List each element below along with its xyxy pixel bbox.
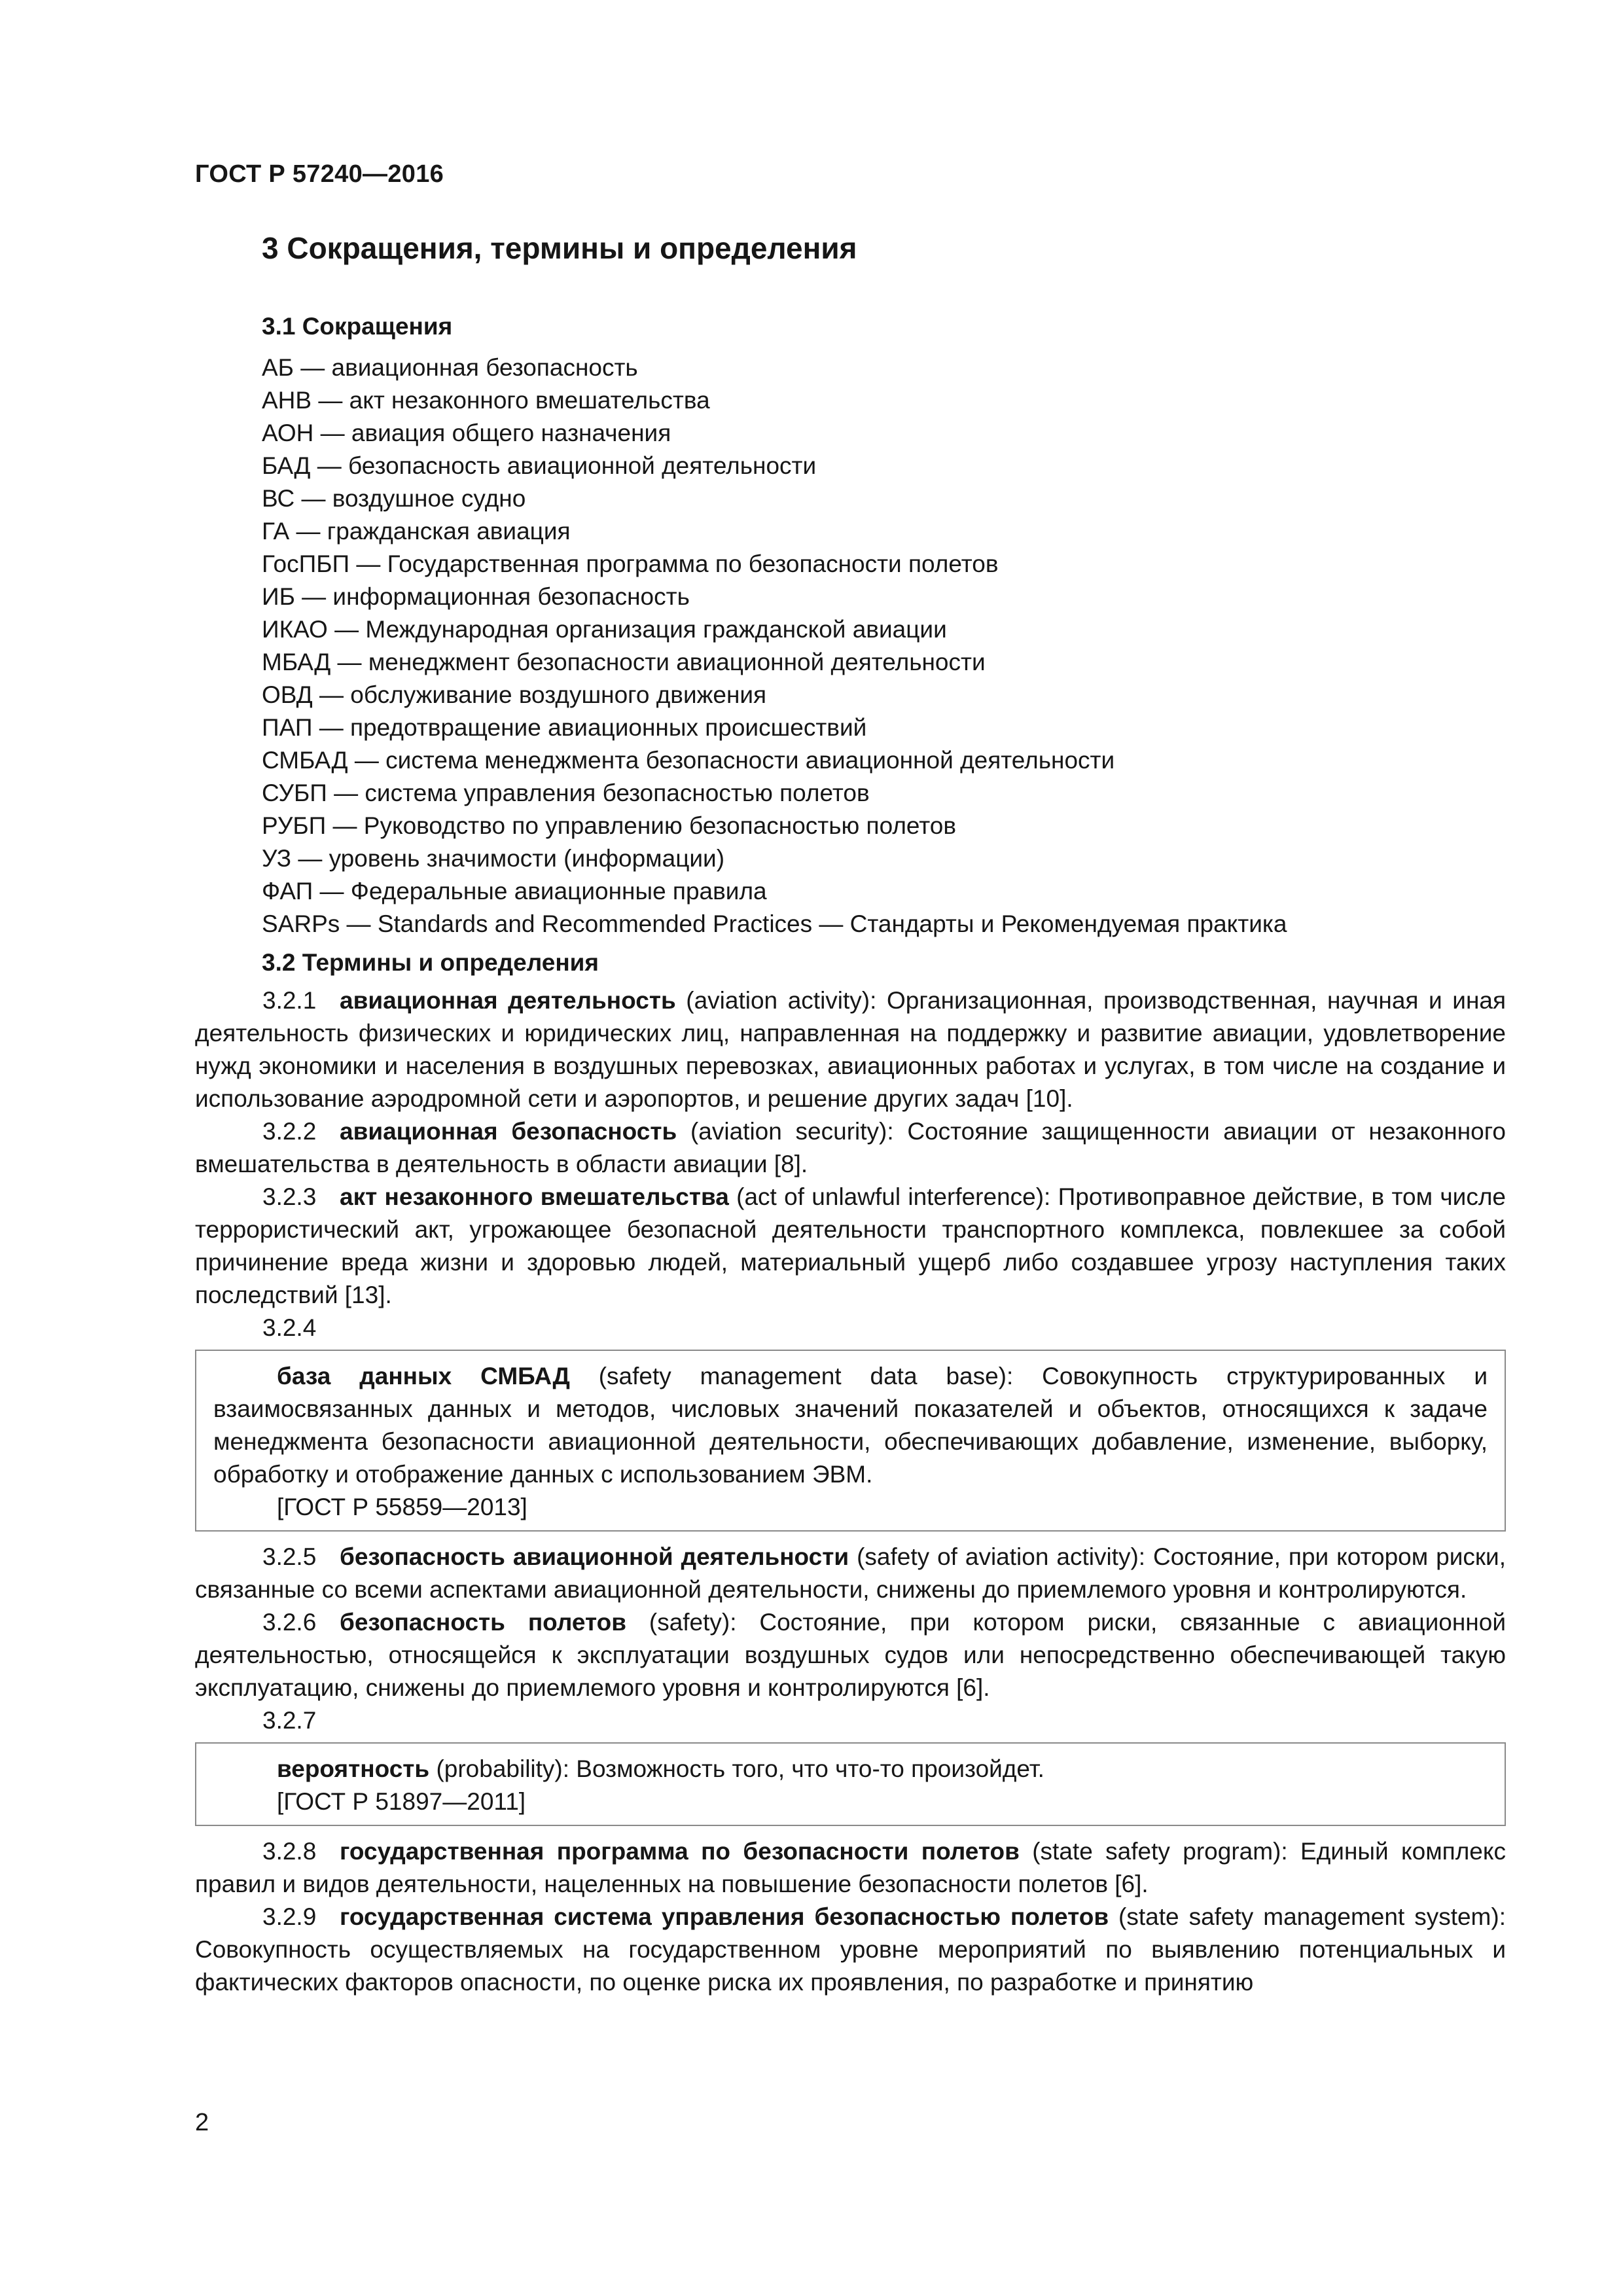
abbreviation-item: ИКАО — Международная организация гражданской авиации bbox=[262, 616, 947, 643]
term-name: безопасность полетов bbox=[340, 1609, 626, 1636]
term-name: акт незаконного вмешательства bbox=[340, 1183, 729, 1210]
term-definition: (state safety management system): Совокупность осуществляемых на государственном уровне мероприятий по выявлению потенциальных и фактических факторов опасности, по оценке риска их проявления, по разработке и принятию bbox=[195, 1903, 1506, 1996]
abbreviation-item: БАД — безопасность авиационной деятельности bbox=[262, 452, 817, 479]
term-definition: (safety management data base): Совокупность структурированных и взаимосвязанных данных и методов, числовых значений показателей и объектов, относящихся к задаче менеджмента безопасности авиационной деятельности, обеспечивающих добавление, изменение, выборку, обработку и отображение данных с использованием ЭВМ. bbox=[213, 1363, 1488, 1488]
abbreviation-item: АНВ — акт незаконного вмешательства bbox=[262, 387, 710, 414]
term-number: 3.2.1 bbox=[262, 987, 317, 1014]
term-name: безопасность авиационной деятельности bbox=[340, 1543, 849, 1570]
term-number: 3.2.3 bbox=[262, 1183, 317, 1210]
term-3-2-3 bbox=[195, 1181, 1506, 1312]
term-definition: (safety of aviation activity): Состояние, при котором риски, связанные со всеми аспектами авиационной деятельности, снижены до приемлемого уровня и контролируются. bbox=[195, 1543, 1506, 1603]
term-name: авиационная деятельность bbox=[340, 987, 676, 1014]
term-name: вероятность bbox=[277, 1755, 430, 1782]
term-number: 3.2.2 bbox=[262, 1118, 317, 1145]
abbreviation-item: SARPs — Standards and Recommended Practices — Стандарты и Рекомендуемая практика bbox=[262, 910, 1287, 937]
term-definition: (state safety program): Единый комплекс правил и видов деятельности, нацеленных на повышение безопасности полетов [6]. bbox=[195, 1838, 1506, 1897]
term-number: 3.2.7 bbox=[262, 1707, 317, 1734]
abbreviations-list bbox=[262, 351, 1505, 941]
standard-term-box bbox=[195, 1742, 1506, 1826]
term-definition: (aviation security): Состояние защищенности авиации от незаконного вмешательства в деятельность в области авиации [8]. bbox=[195, 1118, 1507, 1177]
term-3-2-1 bbox=[195, 984, 1506, 1115]
term-3-2-6 bbox=[195, 1606, 1506, 1704]
term-definition: (act of unlawful interference): Противоправное действие, в том числе террористический акт, угрожающее безопасной деятельности транспортного комплекса, повлекшее за собой причинение вреда жизни и здоровью людей, материальный ущерб либо создавшее угрозу наступления таких последствий [13]. bbox=[195, 1183, 1506, 1308]
term-number: 3.2.5 bbox=[262, 1543, 317, 1570]
document-header: ГОСТ Р 57240—2016 bbox=[195, 160, 444, 188]
term-number: 3.2.6 bbox=[262, 1609, 317, 1636]
abbreviation-item: СУБП — система управления безопасностью полетов bbox=[262, 780, 870, 806]
abbreviation-item: ВС — воздушное судно bbox=[262, 485, 526, 512]
standard-reference: [ГОСТ Р 51897—2011] bbox=[277, 1788, 526, 1815]
term-number: 3.2.4 bbox=[262, 1314, 317, 1341]
abbreviation-item: ГосПБП — Государственная программа по безопасности полетов bbox=[262, 550, 999, 577]
term-name: база данных СМБАД bbox=[277, 1363, 570, 1390]
abbreviation-item: ОВД — обслуживание воздушного движения bbox=[262, 681, 767, 708]
abbreviations-title: 3.1 Сокращения bbox=[262, 313, 453, 340]
term-number: 3.2.9 bbox=[262, 1903, 317, 1930]
term-3-2-5 bbox=[195, 1541, 1506, 1606]
term-definition: (safety): Состояние, при котором риски, связанные с авиационной деятельностью, относящейся к эксплуатации воздушных судов или непосредственно обеспечивающей такую эксплуатацию, снижены до приемлемого уровня и контролируются [6]. bbox=[195, 1609, 1506, 1701]
term-3-2-4 bbox=[213, 1360, 1488, 1491]
standard-reference: [ГОСТ Р 55859—2013] bbox=[277, 1494, 527, 1520]
section-title: 3 Сокращения, термины и определения bbox=[262, 231, 857, 265]
abbreviation-item: АБ — авиационная безопасность bbox=[262, 354, 638, 381]
abbreviation-item: УЗ — уровень значимости (информации) bbox=[262, 845, 725, 872]
abbreviation-item: МБАД — менеджмент безопасности авиационной деятельности bbox=[262, 649, 986, 675]
page-number: 2 bbox=[195, 2109, 209, 2136]
abbreviation-item: СМБАД — система менеджмента безопасности авиационной деятельности bbox=[262, 747, 1115, 774]
term-3-2-9 bbox=[195, 1901, 1506, 1999]
standard-term-box bbox=[195, 1350, 1506, 1532]
term-3-2-2 bbox=[195, 1115, 1506, 1181]
abbreviation-item: ПАП — предотвращение авиационных происшествий bbox=[262, 714, 867, 741]
term-3-2-7 bbox=[213, 1753, 1488, 1785]
abbreviation-item: ГА — гражданская авиация bbox=[262, 518, 571, 545]
term-name: государственная программа по безопасности полетов bbox=[340, 1838, 1020, 1865]
term-definition: (probability): Возможность того, что что-то произойдет. bbox=[429, 1755, 1044, 1782]
term-definition: (aviation activity): Организационная, производственная, научная и иная деятельность физических и юридических лиц, направленная на поддержку и развитие авиации, удовлетворение нужд экономики и населения в воздушных перевозках, авиационных работах и услугах, в том числе на создание и использование аэродромной сети и аэропортов, и решение других задач [10]. bbox=[195, 987, 1506, 1112]
abbreviation-item: ФАП — Федеральные авиационные правила bbox=[262, 878, 767, 905]
term-name: государственная система управления безопасностью полетов bbox=[340, 1903, 1109, 1930]
terms-title: 3.2 Термины и определения bbox=[262, 949, 599, 976]
abbreviation-item: ИБ — информационная безопасность bbox=[262, 583, 690, 610]
term-number: 3.2.8 bbox=[262, 1838, 317, 1865]
terms-section bbox=[195, 984, 1506, 1999]
abbreviation-item: РУБП — Руководство по управлению безопасностью полетов bbox=[262, 812, 957, 839]
term-name: авиационная безопасность bbox=[340, 1118, 677, 1145]
abbreviation-item: АОН — авиация общего назначения bbox=[262, 420, 671, 446]
term-3-2-8 bbox=[195, 1835, 1506, 1901]
